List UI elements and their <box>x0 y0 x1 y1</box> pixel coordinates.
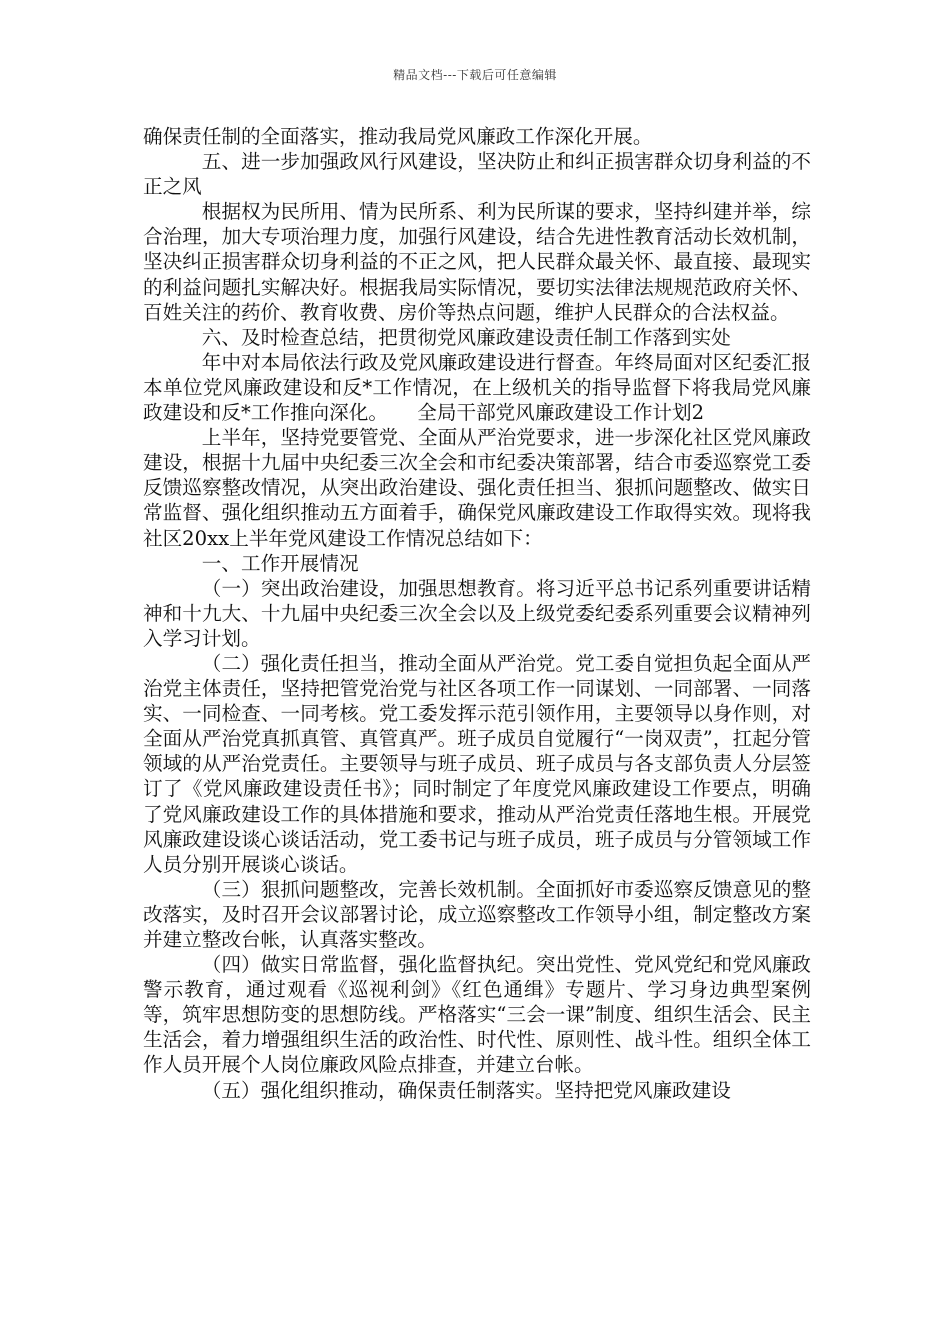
section-heading: 五、进一步加强政风行风建设，坚决防止和纠正损害群众切身利益的不正之风 <box>143 150 811 199</box>
page-header-note: 精品文档---下载后可任意编辑 <box>393 68 557 82</box>
section-heading: 一、工作开展情况 <box>201 551 359 575</box>
paragraph: （五）强化组织推动，确保责任制落实。坚持把党风廉政建设 <box>201 1078 731 1102</box>
paragraph: （二）强化责任担当，推动全面从严治党。党工委自觉担负起全面从严治党主体责任，坚持把管党治党与社区各项工作一同谋划、一同部署、一同落实、一同检查、一同考核。党工委发挥示范引领作用，主要领导以身作则，对全面从严治党真抓真管、真管真严。班子成员自觉履行“一岗双责”，扛起分管领域的从严治党责任。主要领导与班子成员、班子成员与各支部负责人分层签订了《党风廉政建设责任书》；同时制定了年度党风廉政建设工作要点，明确了党风廉政建设工作的具体措施和要求，推动从严治党责任落地生根。开展党风廉政建设谈心谈话活动，党工委书记与班子成员，班子成员与分管领域工作人员分别开展谈心谈话。 <box>143 651 811 876</box>
document-body <box>143 124 811 1103</box>
paragraph: （四）做实日常监督，强化监督执纪。突出党性、党风党纪和党风廉政警示教育，通过观看《巡视利剑》《红色通缉》专题片、学习身边典型案例等，筑牢思想防变的思想防线。严格落实“三会一课”制度、组织生活会、民主生活会，着力增强组织生活的政治性、时代性、原则性、战斗性。组织全体工作人员开展个人岗位廉政风险点排查，并建立台帐。 <box>143 953 811 1077</box>
paragraph: 上半年，坚持党要管党、全面从严治党要求，进一步深化社区党风廉政建设，根据十九届中央纪委三次全会和市纪委决策部署，结合市委巡察党工委反馈巡察整改情况，从突出政治建设、强化责任担当、狠抓问题整改、做实日常监督、强化组织推动五方面着手，确保党风廉政建设工作取得实效。现将我社区20xx上半年党风建设工作情况总结如下： <box>143 426 811 550</box>
paragraph: （三）狠抓问题整改，完善长效机制。全面抓好市委巡察反馈意见的整改落实，及时召开会议部署讨论，成立巡察整改工作领导小组，制定整改方案并建立整改台帐，认真落实整改。 <box>143 877 811 951</box>
paragraph: （一）突出政治建设，加强思想教育。将习近平总书记系列重要讲话精神和十九大、十九届中央纪委三次全会以及上级党委纪委系列重要会议精神列入学习计划。 <box>143 576 811 650</box>
section-heading: 六、及时检查总结，把贯彻党风廉政建设责任制工作落到实处 <box>201 325 731 349</box>
paragraph: 确保责任制的全面落实，推动我局党风廉政工作深化开展。 <box>143 125 653 148</box>
paragraph: 年中对本局依法行政及党风廉政建设进行督查。年终局面对区纪委汇报本单位党风廉政建设和反*工作情况，在上级机关的指导监督下将我局党风廉政建设和反*工作推向深化。 全局干部党风廉政建设工作计划2 <box>143 350 811 425</box>
paragraph: 根据权为民所用、情为民所系、利为民所谋的要求，坚持纠建并举，综合治理，加大专项治理力度，加强行风建设，结合先进性教育活动长效机制，坚决纠正损害群众切身利益的不正之风，把人民群众最关怀、最直接、最现实的利益问题扎实解决好。根据我局实际情况，要切实法律法规规范政府关怀、百姓关注的药价、教育收费、房价等热点问题，维护人民群众的合法权益。 <box>143 200 811 324</box>
